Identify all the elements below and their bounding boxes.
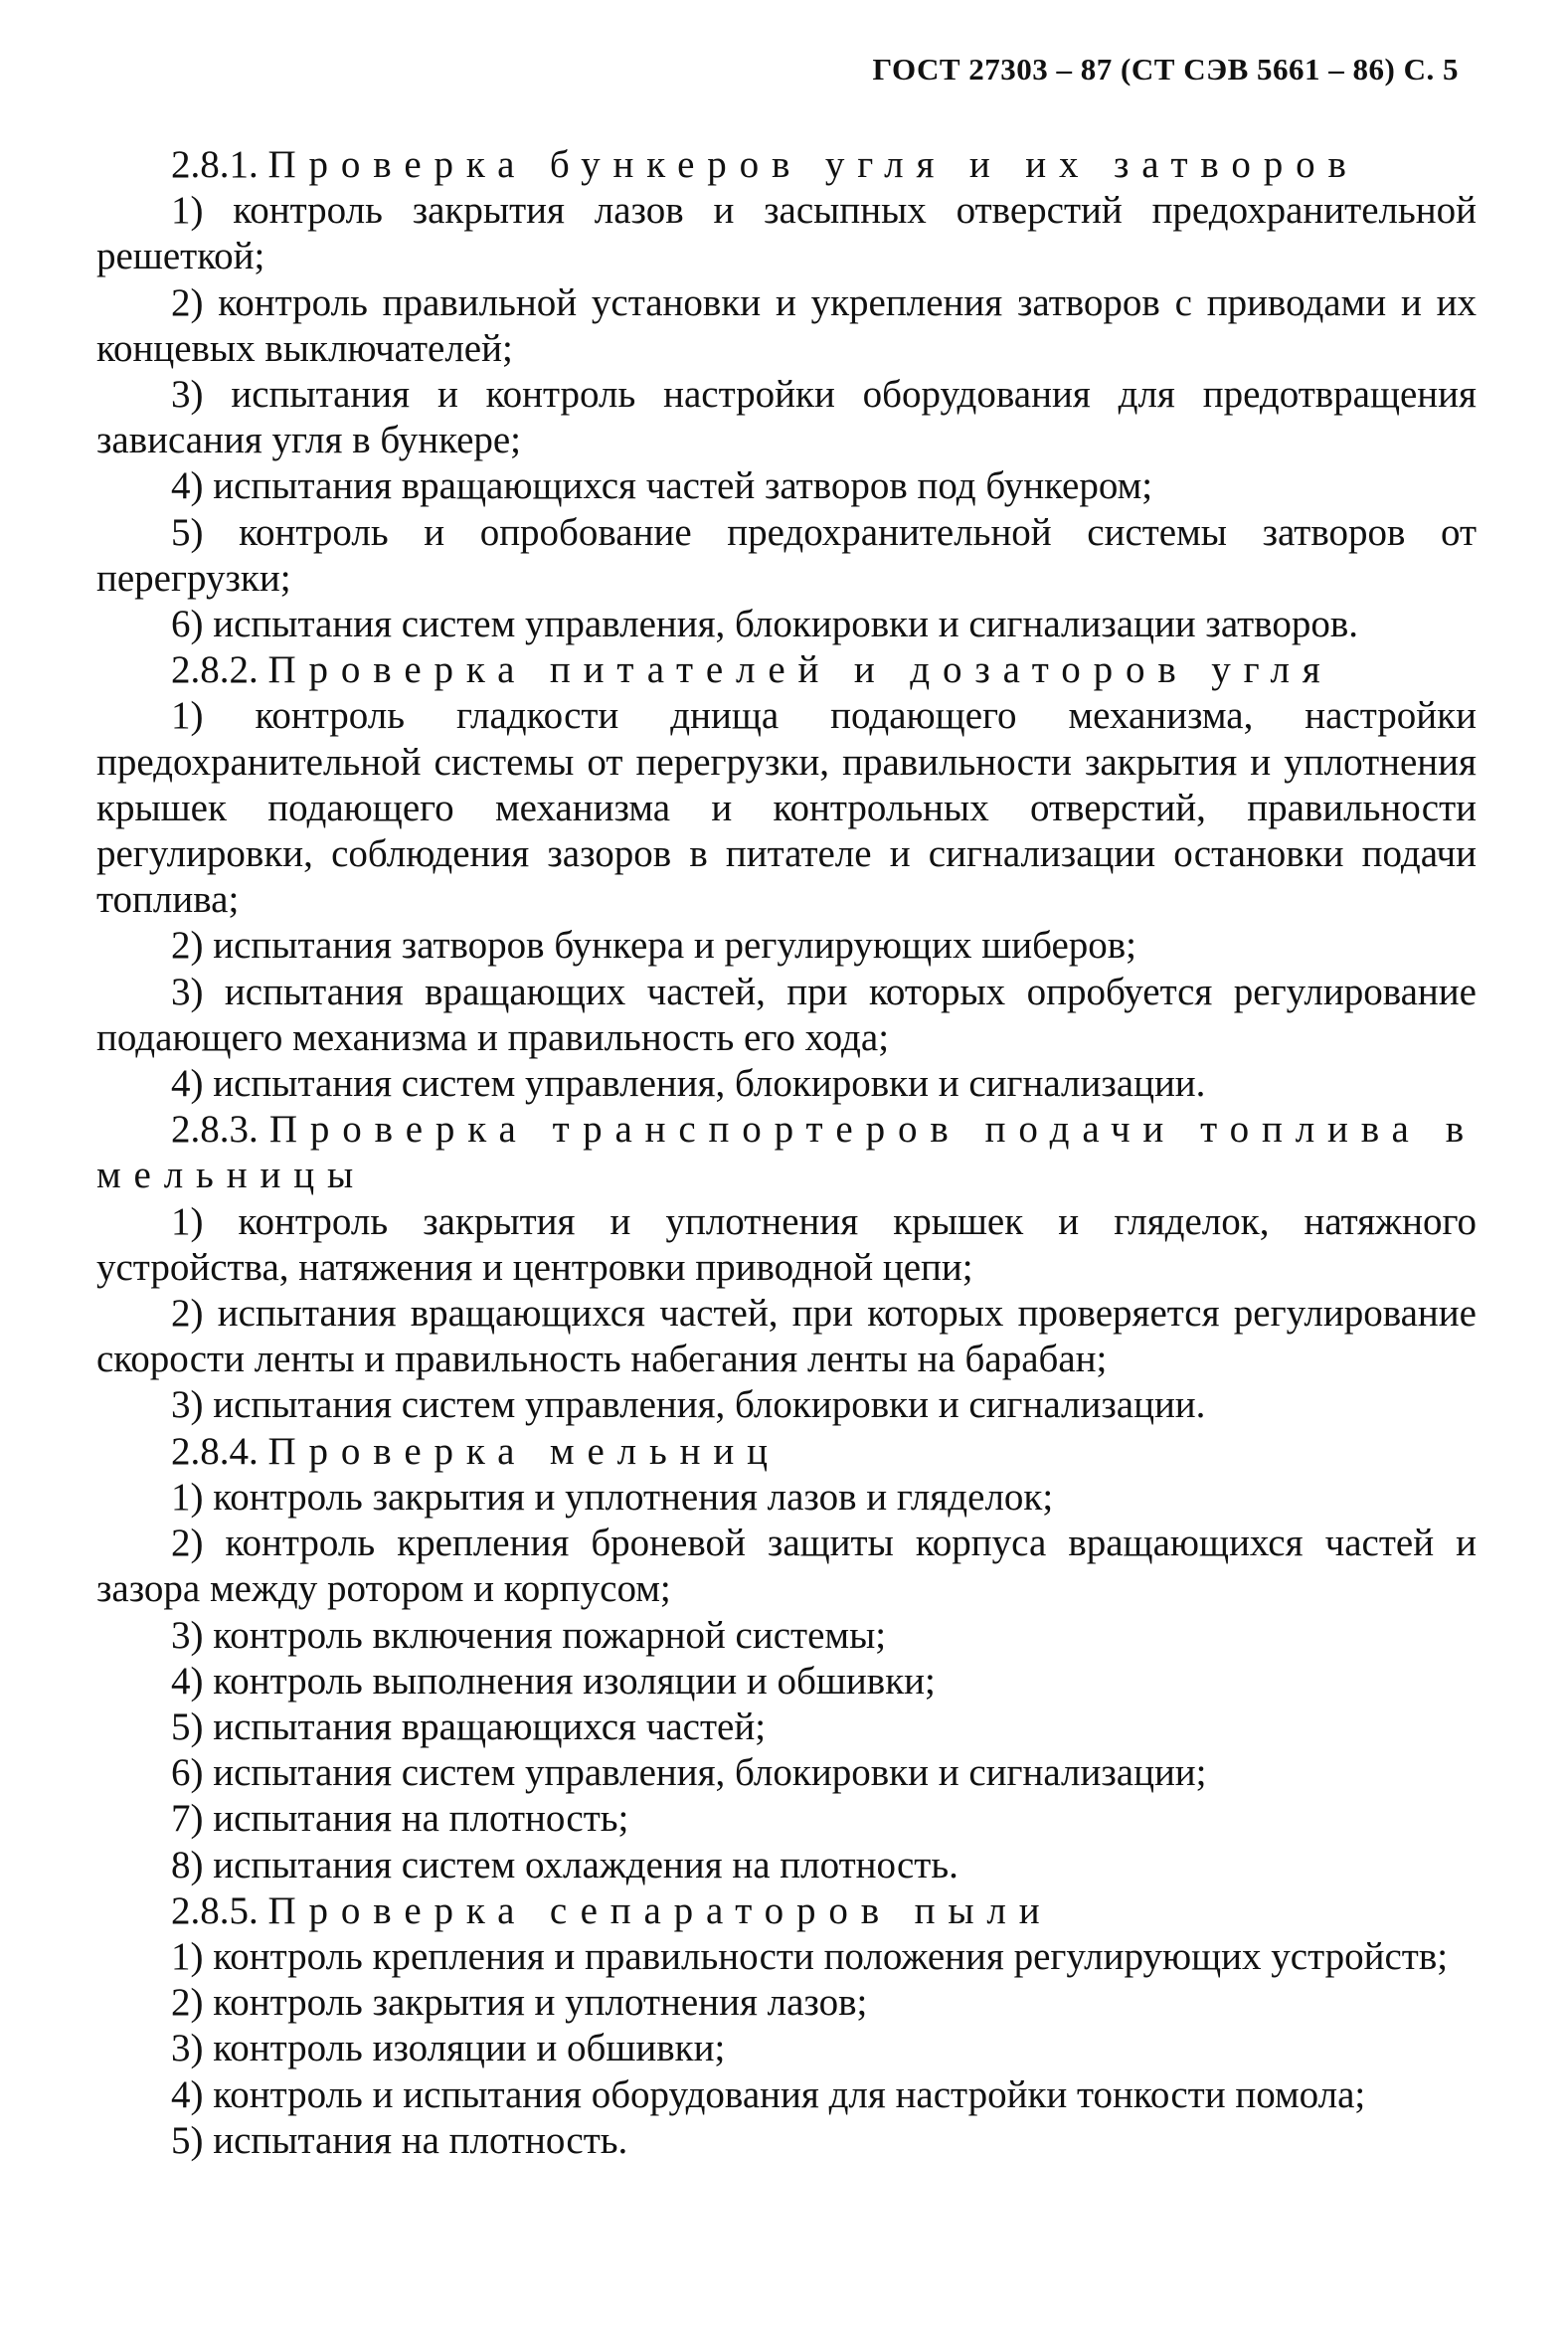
list-item: 1) контроль закрытия и уплотнения лазов и гляделок; <box>171 1475 1054 1519</box>
section-heading <box>96 1429 1477 1475</box>
list-item: 1) контроль закрытия лазов и засыпных отверстий предохранительной решеткой; <box>96 189 1477 278</box>
section-heading <box>96 647 1477 693</box>
section-title: Проверка сепараторов пыли <box>267 1888 1053 1932</box>
list-item: 3) испытания вращающих частей, при которых опробуется регулирование подающего механизма и правильность его хода; <box>96 970 1477 1059</box>
list-item: 1) контроль закрытия и уплотнения крышек и гляделок, натяжного устройства, натяжения и центровки приводной цепи; <box>96 1199 1477 1289</box>
section-title: Проверка питателей и дозаторов угля <box>267 648 1333 692</box>
list-item: 5) испытания на плотность. <box>171 2118 628 2162</box>
section-title: Проверка бункеров угля и их затворов <box>267 143 1359 186</box>
list-item: 5) контроль и опробование предохранительной системы затворов от перегрузки; <box>96 510 1477 600</box>
list-item: 4) контроль выполнения изоляции и обшивки; <box>171 1659 936 1703</box>
section-heading <box>96 142 1477 188</box>
section-title: Проверка мельниц <box>267 1429 781 1473</box>
list-item: 2) контроль крепления броневой защиты корпуса вращающихся частей и зазора между ротором и корпусом; <box>96 1522 1477 1611</box>
section-number: 2.8.4. <box>171 1429 259 1473</box>
list-item: 3) контроль включения пожарной системы; <box>171 1613 887 1657</box>
list-item: 4) контроль и испытания оборудования для настройки тонкости помола; <box>171 2072 1366 2116</box>
section-number: 2.8.3. <box>171 1108 259 1152</box>
list-item: 6) испытания систем управления, блокировки и сигнализации затворов. <box>171 603 1358 646</box>
list-item: 8) испытания систем охлаждения на плотность. <box>171 1843 958 1886</box>
list-item: 3) контроль изоляции и обшивки; <box>171 2027 726 2070</box>
list-item: 6) испытания систем управления, блокировки и сигнализации; <box>171 1751 1207 1795</box>
list-item: 3) испытания систем управления, блокировки и сигнализации. <box>171 1383 1206 1427</box>
page-header: ГОСТ 27303 – 87 (СТ СЭВ 5661 – 86) С. 5 <box>872 52 1459 87</box>
list-item: 2) испытания вращающихся частей, при которых проверяется регулирование скорости ленты и правильность набегания ленты на барабан; <box>96 1292 1477 1381</box>
list-item: 2) контроль закрытия и уплотнения лазов; <box>171 1981 868 2025</box>
list-item: 7) испытания на плотность; <box>171 1797 629 1841</box>
section-number: 2.8.5. <box>171 1888 259 1932</box>
list-item: 1) контроль крепления и правильности положения регулирующих устройств; <box>171 1934 1449 1978</box>
section-number: 2.8.1. <box>171 143 259 186</box>
list-item: 5) испытания вращающихся частей; <box>171 1704 767 1748</box>
list-item: 4) испытания вращающихся частей затворов под бункером; <box>171 464 1153 508</box>
list-item: 3) испытания и контроль настройки оборудования для предотвращения зависания угля в бункере; <box>96 373 1477 462</box>
list-item: 2) испытания затворов бункера и регулирующих шиберов; <box>171 924 1137 968</box>
section-title: Проверка транспортеров подачи топлива в <box>268 1108 1478 1152</box>
list-item: 4) испытания систем управления, блокировки и сигнализации. <box>171 1062 1206 1106</box>
section-heading <box>96 1107 1477 1153</box>
list-item: 1) контроль гладкости днища подающего механизма, настройки предохранительной системы от перегрузки, правильности закрытия и уплотнения крышек подающего механизма и контрольных отверстий, правильности регулировки, соблюдения зазоров в питателе и сигнализации остановки подачи топлива; <box>96 694 1477 922</box>
section-heading <box>96 1888 1477 1934</box>
section-title-continued: мельницы <box>96 1154 367 1197</box>
section-number: 2.8.2. <box>171 648 259 692</box>
list-item: 2) контроль правильной установки и укрепления затворов с приводами и их концевых выключателей; <box>96 280 1477 370</box>
document-body <box>96 142 1477 2164</box>
